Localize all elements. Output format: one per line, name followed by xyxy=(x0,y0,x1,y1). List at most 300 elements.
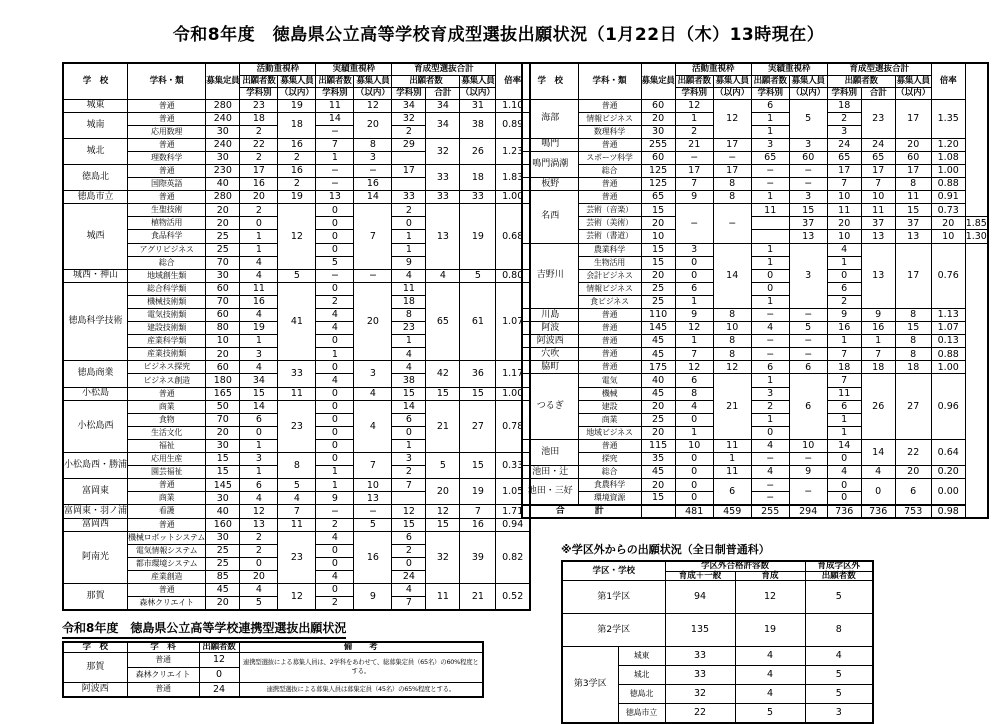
cell-katsudo-applicants: 6 xyxy=(675,282,713,295)
cell-quota: 20 xyxy=(641,426,675,439)
cell-total-recruits: 10 xyxy=(931,230,965,243)
cell-katsudo-applicants: 23 xyxy=(240,99,278,112)
cell-course: 産業創造 xyxy=(128,570,206,583)
cell-katsudo-recruits: 33 xyxy=(278,361,316,387)
cell-quota: 30 xyxy=(206,269,240,282)
cell-katsudo-applicants: − xyxy=(675,151,713,164)
cell-quota: 160 xyxy=(206,518,240,531)
cell-school: 小松島 xyxy=(63,387,128,400)
cell-total-recruits: 20 xyxy=(931,217,965,230)
cell-total-ratio: 0.98 xyxy=(931,505,965,518)
cell-ratio: 0.96 xyxy=(931,374,965,439)
col-group-katsudo: 活動重視枠 xyxy=(675,63,751,75)
cell-jisseki-applicants: 4 xyxy=(316,570,354,583)
cell-applicants: 0 xyxy=(199,667,239,682)
cell-total-recruits: 17 xyxy=(895,164,931,177)
cell-ratio: 0.00 xyxy=(931,479,965,505)
cell-school: 徳島科学技術 xyxy=(63,282,128,361)
cell-jisseki-recruits: 6 xyxy=(789,361,827,374)
cell-jisseki-applicants: 1 xyxy=(751,112,789,125)
left-main-table-container xyxy=(62,62,531,611)
cell-course: 農業科学 xyxy=(578,243,641,256)
cell-total-jisseki-recruits: 294 xyxy=(789,505,827,518)
cell-total-by-course: 9 xyxy=(827,309,861,322)
cell-course: 食農科学 xyxy=(578,479,641,492)
cell-ratio: 0.94 xyxy=(496,518,530,531)
cell-jisseki-applicants: − xyxy=(751,348,789,361)
cell-katsudo-applicants: 6 xyxy=(240,479,278,492)
gakku-table-title: ※学区外からの出願状況（全日制普通科） xyxy=(561,543,770,556)
cell-school: 那賀 xyxy=(63,652,127,682)
cell-total-recruits: 8 xyxy=(895,335,931,348)
col-ratio: 倍率 xyxy=(496,63,530,99)
col-group-total: 育成型選抜合計 xyxy=(392,63,496,75)
cell-jisseki-applicants: − xyxy=(751,479,789,492)
table-header xyxy=(63,642,483,652)
cell-note: 連携型選抜による募集人員は、2学科をあわせて、総募集定員（65名）の60%程度とする。 xyxy=(239,652,483,682)
cell-course: 応用生産 xyxy=(128,453,206,466)
cell-total-by-course: 6 xyxy=(392,413,426,426)
table-row xyxy=(522,361,988,374)
cell-quota: 110 xyxy=(641,309,675,322)
cell-total-sum: 21 xyxy=(426,400,460,452)
table-row xyxy=(522,217,988,230)
cell-total-by-course: 1 xyxy=(827,256,861,269)
cell-quota: 20 xyxy=(641,479,675,492)
cell-total-recruits: 8 xyxy=(895,178,931,191)
cell-outside-applicants: 5 xyxy=(805,581,873,614)
cell-quota: 15 xyxy=(641,492,675,505)
cell-course: アグリビジネス xyxy=(128,243,206,256)
cell-jisseki-applicants: 1 xyxy=(751,243,789,256)
cell-quota: 45 xyxy=(641,387,675,400)
cell-jisseki-applicants: 0 xyxy=(316,387,354,400)
cell-quota: 280 xyxy=(206,191,240,204)
cell-school: 小松島西 xyxy=(63,400,128,452)
cell-ratio: 1.20 xyxy=(931,138,965,151)
col-district: 学区・学校 xyxy=(562,561,665,581)
cell-ratio: 0.78 xyxy=(496,400,530,452)
cell-quota: 30 xyxy=(206,151,240,164)
col-katsudo-by-course: 学科別 xyxy=(240,87,278,99)
cell-applicants: 12 xyxy=(199,652,239,667)
cell-total-by-course: 2 xyxy=(392,204,426,217)
cell-total-sum: 37 xyxy=(895,217,931,230)
col-jisseki-applicants: 出願者数 xyxy=(316,75,354,87)
cell-total-quota xyxy=(641,505,675,518)
cell-course: 普通 xyxy=(127,652,199,667)
cell-course: 応用数理 xyxy=(128,125,206,138)
cell-jisseki-recruits: 9 xyxy=(354,583,392,609)
cell-course: 産業技術類 xyxy=(128,348,206,361)
cell-ikusei: 4 xyxy=(735,685,805,704)
table-row xyxy=(63,531,530,544)
table-row xyxy=(63,112,530,125)
col-total-recruits: 募集人員 xyxy=(461,75,495,86)
cell-quota: 85 xyxy=(206,570,240,583)
cell-course: 普通 xyxy=(578,99,641,112)
cell-total-recruits: 22 xyxy=(895,439,931,465)
cell-school: 阿波西 xyxy=(522,335,578,348)
table-row xyxy=(63,400,530,413)
cell-course: 普通 xyxy=(128,387,206,400)
cell-school: 那賀 xyxy=(63,583,128,609)
cell-jisseki-recruits: 15 xyxy=(789,204,827,217)
cell-jisseki-recruits: 5 xyxy=(789,99,827,138)
cell-quota: 125 xyxy=(641,178,675,191)
cell-total-recruits: 753 xyxy=(895,505,931,518)
table-row xyxy=(522,99,988,112)
cell-quota: 175 xyxy=(641,361,675,374)
cell-total-sum: 9 xyxy=(861,309,895,322)
table-row xyxy=(522,178,988,191)
table-row xyxy=(522,191,988,204)
col-total-by-course: 学科別 xyxy=(392,87,426,99)
cell-jisseki-applicants: − xyxy=(316,178,354,191)
cell-school: 城北 xyxy=(63,138,128,164)
cell-total-sum: 4 xyxy=(426,269,460,282)
cell-katsudo-recruits: 8 xyxy=(713,335,751,348)
cell-katsudo-applicants: 4 xyxy=(240,309,278,322)
cell-jisseki-applicants: 1 xyxy=(751,125,789,138)
cell-jisseki-applicants: − xyxy=(316,125,354,138)
cell-katsudo-applicants: 1 xyxy=(675,112,713,125)
table-row xyxy=(63,682,483,697)
cell-quota: 40 xyxy=(206,505,240,518)
cell-course: 生物活用 xyxy=(578,256,641,269)
cell-quota: 20 xyxy=(206,597,240,610)
cell-course: 総合 xyxy=(128,256,206,269)
cell-katsudo-recruits: 5 xyxy=(278,269,316,282)
cell-school: 阿波 xyxy=(522,322,578,335)
table-row xyxy=(63,583,530,596)
cell-quota: 30 xyxy=(206,125,240,138)
cell-total-sum: 65 xyxy=(426,282,460,361)
cell-katsudo-recruits: 41 xyxy=(278,282,316,361)
cell-school: 鳴門 xyxy=(522,138,578,151)
cell-course: 普通 xyxy=(127,682,199,697)
col-outside: 育成学区外 xyxy=(805,561,873,571)
cell-katsudo-recruits: 19 xyxy=(278,191,316,204)
cell-katsudo-applicants: 19 xyxy=(240,322,278,335)
cell-katsudo-applicants: 6 xyxy=(675,374,713,387)
cell-jisseki-recruits: 7 xyxy=(354,453,392,479)
cell-jisseki-applicants: 4 xyxy=(316,374,354,387)
cell-total-recruits: 26 xyxy=(460,138,496,164)
cell-katsudo-applicants: 0 xyxy=(675,256,713,269)
cell-jisseki-applicants: 2 xyxy=(316,597,354,610)
cell-total-by-course: 15 xyxy=(392,387,426,400)
cell-jisseki-applicants: 0 xyxy=(316,243,354,256)
cell-jisseki-applicants: 1 xyxy=(316,348,354,361)
cell-total-by-course: 0 xyxy=(827,492,861,505)
cell-ikusei-ippan: 32 xyxy=(665,685,735,704)
cell-total-by-course: 1 xyxy=(827,426,861,439)
cell-quota: 70 xyxy=(206,413,240,426)
cell-jisseki-recruits: − xyxy=(789,178,827,191)
cell-course: 会計ビジネス xyxy=(578,269,641,282)
cell-school: 城南 xyxy=(63,112,128,138)
cell-quota: 20 xyxy=(206,426,240,439)
cell-total-recruits: 20 xyxy=(895,138,931,151)
cell-katsudo-applicants: 1 xyxy=(675,295,713,308)
col-group-katsudo: 活動重視枠 xyxy=(240,63,316,75)
cell-katsudo-recruits: − xyxy=(713,204,751,243)
cell-jisseki-recruits: 5 xyxy=(789,322,827,335)
cell-katsudo-applicants: 2 xyxy=(240,204,278,217)
cell-jisseki-applicants: 4 xyxy=(316,322,354,335)
cell-jisseki-applicants: 0 xyxy=(316,335,354,348)
cell-jisseki-applicants: 4 xyxy=(751,322,789,335)
table-row xyxy=(522,374,988,387)
cell-total-sum: 26 xyxy=(861,374,895,439)
cell-total-by-course: 18 xyxy=(392,295,426,308)
cell-quota: 70 xyxy=(206,295,240,308)
cell-jisseki-applicants: 0 xyxy=(316,361,354,374)
cell-quota: 30 xyxy=(206,531,240,544)
cell-total-by-course: 18 xyxy=(827,99,861,112)
cell-course: 看護 xyxy=(128,505,206,518)
table-row xyxy=(522,322,988,335)
cell-jisseki-applicants: 37 xyxy=(789,217,827,230)
cell-quota: 145 xyxy=(641,322,675,335)
cell-total-recruits: 20 xyxy=(895,466,931,479)
cell-ratio: 1.83 xyxy=(496,164,530,190)
cell-total-by-course: 2 xyxy=(827,295,861,308)
cell-katsudo-applicants: 3 xyxy=(240,453,278,466)
cell-quota: 45 xyxy=(641,348,675,361)
cell-total-label: 合 計 xyxy=(522,505,641,518)
cell-katsudo-applicants: 0 xyxy=(675,453,713,466)
cell-course: 園芸福祉 xyxy=(128,466,206,479)
cell-katsudo-applicants: 12 xyxy=(240,505,278,518)
cell-katsudo-recruits: 12 xyxy=(278,583,316,609)
table-row xyxy=(63,505,530,518)
cell-total-sum: 13 xyxy=(426,204,460,269)
table-row xyxy=(522,309,988,322)
cell-jisseki-applicants: 13 xyxy=(789,230,827,243)
cell-jisseki-recruits: 4 xyxy=(354,387,392,400)
col-course: 学科・類 xyxy=(128,63,206,99)
cell-katsudo-recruits: 5 xyxy=(278,479,316,492)
cell-katsudo-recruits: 11 xyxy=(278,387,316,400)
cell-katsudo-applicants: 9 xyxy=(675,191,713,204)
cell-total-by-course: 33 xyxy=(392,191,426,204)
cell-total-sum: 1 xyxy=(861,335,895,348)
cell-school: 徳島北 xyxy=(618,685,665,704)
cell-course: 地域ビジネス xyxy=(578,426,641,439)
col-katsudo-by-course: 学科別 xyxy=(675,87,713,99)
cell-total-recruits: 18 xyxy=(895,361,931,374)
cell-quota: 30 xyxy=(206,492,240,505)
cell-total-by-course: 7 xyxy=(392,597,426,610)
cell-jisseki-applicants: 65 xyxy=(751,151,789,164)
cell-katsudo-applicants: 3 xyxy=(240,348,278,361)
cell-school: 城北 xyxy=(618,666,665,685)
cell-course: 理数科学 xyxy=(128,151,206,164)
cell-course: 電気技術類 xyxy=(128,309,206,322)
cell-quota: 145 xyxy=(206,479,240,492)
table-row xyxy=(63,191,530,204)
cell-katsudo-recruits: 16 xyxy=(278,138,316,151)
cell-katsudo-applicants xyxy=(751,230,789,243)
table-row xyxy=(522,439,988,452)
cell-applicants: 24 xyxy=(199,682,239,697)
table-header xyxy=(63,63,530,99)
table-header xyxy=(562,561,873,581)
cell-katsudo-applicants: 15 xyxy=(240,387,278,400)
cell-ratio: 0.88 xyxy=(931,348,965,361)
cell-total-recruits: 8 xyxy=(895,309,931,322)
cell-ratio: 1.30 xyxy=(965,230,987,242)
cell-course: 植物活用 xyxy=(128,217,206,230)
cell-course: 普通 xyxy=(578,191,641,204)
cell-quota: 15 xyxy=(641,256,675,269)
cell-total-recruits: 8 xyxy=(895,348,931,361)
table-row xyxy=(522,335,988,348)
cell-jisseki-recruits: − xyxy=(789,335,827,348)
cell-course: 芸術（音楽） xyxy=(578,204,641,217)
cell-ikusei: 4 xyxy=(735,666,805,685)
cell-total-recruits: 15 xyxy=(895,322,931,335)
cell-total-recruits: 5 xyxy=(460,269,496,282)
table-row xyxy=(63,282,530,295)
cell-total-by-course: 12 xyxy=(392,505,426,518)
cell-katsudo-recruits: 23 xyxy=(278,531,316,583)
cell-school: 城東 xyxy=(63,99,128,112)
cell-school: 池田・辻 xyxy=(522,466,578,479)
table-row xyxy=(63,453,530,466)
cell-jisseki-recruits: 16 xyxy=(354,531,392,583)
col-quota: 募集定員 xyxy=(641,63,675,99)
cell-jisseki-applicants: 0 xyxy=(316,413,354,426)
cell-quota: 60 xyxy=(641,151,675,164)
cell-jisseki-recruits: − xyxy=(789,164,827,177)
cell-jisseki-recruits: 14 xyxy=(354,191,392,204)
cell-total-by-course: 4 xyxy=(392,583,426,596)
cell-katsudo-applicants: 7 xyxy=(675,178,713,191)
cell-course: 産業科学類 xyxy=(128,335,206,348)
col-total-within: （以内） xyxy=(460,87,495,98)
table-row xyxy=(63,361,530,374)
cell-jisseki-applicants: − xyxy=(316,269,354,282)
cell-total-sum: 5 xyxy=(426,453,460,479)
cell-katsudo-recruits: 12 xyxy=(713,99,751,138)
cell-total-recruits: 21 xyxy=(460,583,496,609)
cell-quota: 70 xyxy=(206,256,240,269)
table-body xyxy=(63,652,483,697)
cell-school: 徳島市立 xyxy=(63,191,128,204)
cell-katsudo-applicants: 3 xyxy=(675,243,713,256)
cell-total-sum: 17 xyxy=(861,164,895,177)
cell-course: 普通 xyxy=(128,112,206,125)
cell-total-by-course: 4 xyxy=(392,361,426,374)
cell-quota: 30 xyxy=(641,125,675,138)
table-row xyxy=(522,466,988,479)
cell-jisseki-applicants: 0 xyxy=(316,557,354,570)
cell-katsudo-applicants: 10 xyxy=(675,439,713,452)
cell-course: 商業 xyxy=(578,413,641,426)
cell-quota: 20 xyxy=(641,217,675,230)
table-row xyxy=(63,652,483,667)
cell-total-recruits: 15 xyxy=(895,204,931,217)
cell-total-recruits: 15 xyxy=(460,387,496,400)
cell-course: 森林クリエイト xyxy=(128,597,206,610)
cell-jisseki-recruits: − xyxy=(354,505,392,518)
cell-course: 普通 xyxy=(578,138,641,151)
cell-katsudo-applicants: 0 xyxy=(675,413,713,426)
cell-ratio: 1.23 xyxy=(496,138,530,164)
cell-jisseki-applicants: 0 xyxy=(316,282,354,295)
cell-course: 地域創生類 xyxy=(128,269,206,282)
cell-total-by-course: 3 xyxy=(827,125,861,138)
table-row xyxy=(562,647,873,666)
cell-katsudo-applicants: 12 xyxy=(675,322,713,335)
cell-school: 富岡東・羽ノ浦 xyxy=(63,505,128,518)
applications-table-left xyxy=(62,62,531,611)
cell-quota: 15 xyxy=(641,204,675,217)
cell-jisseki-recruits: − xyxy=(789,479,827,505)
cell-total-by-course: 1 xyxy=(827,335,861,348)
cell-total-sum: 34 xyxy=(426,112,460,138)
cell-katsudo-applicants: 1 xyxy=(675,335,713,348)
cell-katsudo-recruits: 11 xyxy=(713,466,751,479)
col-course: 学科・類 xyxy=(578,63,641,99)
cell-course: スポーツ科学 xyxy=(578,151,641,164)
cell-ratio: 1.00 xyxy=(496,387,530,400)
cell-outside-applicants: 5 xyxy=(805,666,873,685)
cell-jisseki-applicants: 3 xyxy=(751,138,789,151)
cell-katsudo-applicants: 5 xyxy=(240,597,278,610)
cell-quota: 20 xyxy=(641,269,675,282)
cell-jisseki-recruits: 10 xyxy=(354,479,392,492)
cell-katsudo-applicants: 22 xyxy=(240,138,278,151)
cell-course: 普通 xyxy=(128,479,206,492)
cell-jisseki-applicants: 5 xyxy=(316,256,354,269)
cell-jisseki-applicants: 1 xyxy=(751,374,789,387)
cell-jisseki-recruits: − xyxy=(789,309,827,322)
cell-katsudo-applicants: 4 xyxy=(240,269,278,282)
cell-outside-applicants: 3 xyxy=(805,704,873,723)
cell-quota: 180 xyxy=(206,374,240,387)
cell-course: 総合科学類 xyxy=(128,282,206,295)
cell-total-recruits: 60 xyxy=(895,151,931,164)
cell-katsudo-applicants: 21 xyxy=(675,138,713,151)
cell-jisseki-recruits: − xyxy=(789,348,827,361)
cell-total-sum: 13 xyxy=(861,243,895,308)
cell-ratio: 1.00 xyxy=(931,164,965,177)
cell-quota: 40 xyxy=(641,374,675,387)
col-note: 備 考 xyxy=(239,642,483,652)
header-row-1 xyxy=(63,63,530,75)
cell-jisseki-applicants: − xyxy=(316,505,354,518)
cell-katsudo-recruits: 8 xyxy=(278,453,316,479)
cell-quota: 280 xyxy=(206,99,240,112)
cell-course: 普通 xyxy=(128,138,206,151)
table-row xyxy=(522,204,988,217)
cell-katsudo-applicants: 1 xyxy=(675,426,713,439)
cell-katsudo-recruits: 7 xyxy=(278,505,316,518)
cell-total-by-course: 0 xyxy=(827,269,861,282)
cell-katsudo-recruits: − xyxy=(713,151,751,164)
cell-katsudo-applicants: 0 xyxy=(675,492,713,505)
cell-school: 池田 xyxy=(522,439,578,465)
col-jisseki-within: （以内） xyxy=(355,87,390,98)
cell-jisseki-recruits: 20 xyxy=(354,282,392,361)
cell-school: 城東 xyxy=(618,647,665,666)
col-jisseki-applicants: 出願者数 xyxy=(751,75,789,87)
cell-katsudo-applicants: 0 xyxy=(675,269,713,282)
